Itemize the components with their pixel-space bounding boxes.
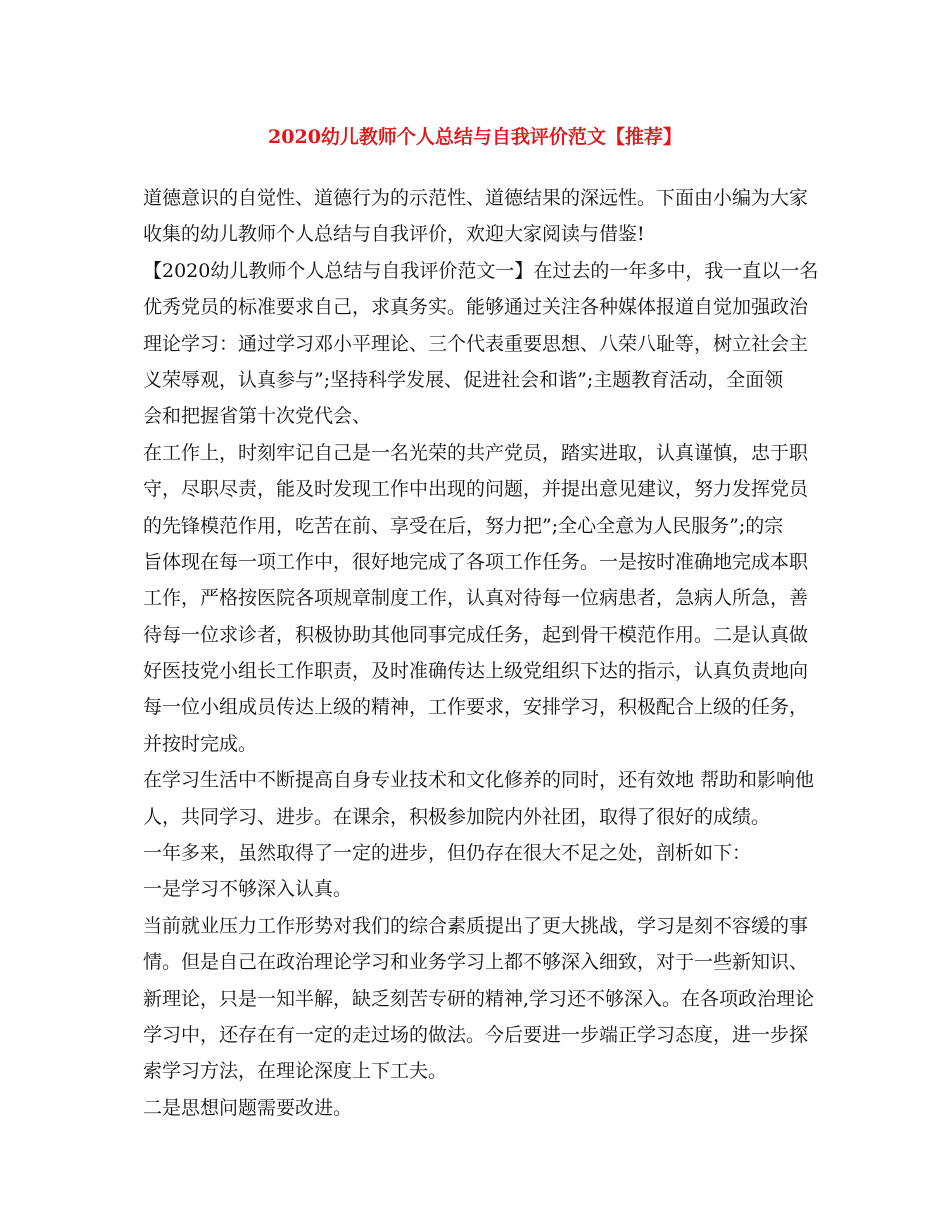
body-line: 新理论，只是一知半解，缺乏刻苦专研的精神,学习还不够深入。在各项政治理论 [143, 987, 815, 1010]
body-line: 在工作上，时刻牢记自己是一名光荣的共产党员，踏实进取，认真谨慎，忠于职 [143, 441, 809, 464]
document-title: 2020幼儿教师个人总结与自我评价范文【推荐】 [268, 126, 682, 148]
body-line: 工作，严格按医院各项规章制度工作，认真对待每一位病患者，急病人所急，善 [143, 587, 809, 610]
body-line: 旨体现在每一项工作中，很好地完成了各项工作任务。一是按时准确地完成本职 [143, 550, 809, 573]
body-line: 收集的幼儿教师个人总结与自我评价，欢迎大家阅读与借鉴! [143, 223, 645, 246]
body-line: 待每一位求诊者，积极协助其他同事完成任务，起到骨干模范作用。二是认真做 [143, 623, 809, 646]
body-line: 二是思想问题需要改进。 [143, 1096, 353, 1119]
body-line: 义荣辱观，认真参与”;坚持科学发展、促进社会和谐”;主题教育活动，全面领 [143, 368, 784, 391]
body-line: 道德意识的自觉性、道德行为的示范性、道德结果的深远性。下面由小编为大家 [143, 187, 809, 209]
body-line: 一是学习不够深入认真。 [143, 878, 353, 901]
document-body [143, 180, 819, 1126]
body-line: 索学习方法，在理论深度上下工夫。 [143, 1060, 448, 1083]
body-line: 会和把握省第十次党代会、 [143, 405, 372, 428]
body-line: 人，共同学习、进步。在课余，积极参加院内外社团，取得了很好的成绩。 [143, 805, 771, 828]
body-line: 并按时完成。 [143, 732, 258, 755]
body-line: 学习中，还存在有一定的走过场的做法。今后要进一步端正学习态度，进一步探 [143, 1023, 809, 1046]
body-line: 情。但是自己在政治理论学习和业务学习上都不够深入细致，对于一些新知识、 [143, 951, 809, 974]
body-line: 优秀党员的标准要求自己，求真务实。能够通过关注各种媒体报道自觉加强政治 [143, 296, 809, 319]
body-line: 一年多来，虽然取得了一定的进步，但仍存在很大不足之处，剖析如下： [143, 842, 752, 865]
body-line: 守，尽职尽责，能及时发现工作中出现的问题，并提出意见建议，努力发挥党员 [143, 478, 809, 501]
body-line: 理论学习：通过学习邓小平理论、三个代表重要思想、八荣八耻等，树立社会主 [143, 332, 809, 355]
body-line: 【2020幼儿教师个人总结与自我评价范文一】在过去的一年多中，我一直以一名 [143, 259, 819, 282]
body-line: 在学习生活中不断提高自身专业技术和文化修养的同时，还有效地 帮助和影响他 [143, 769, 815, 792]
body-line: 的先锋模范作用，吃苦在前、享受在后，努力把”;全心全意为人民服务”;的宗 [143, 514, 784, 537]
body-line: 好医技党小组长工作职责，及时准确传达上级党组织下达的指示，认真负责地向 [143, 660, 809, 683]
body-line: 每一位小组成员传达上级的精神，工作要求，安排学习，积极配合上级的任务， [143, 696, 809, 719]
body-line: 当前就业压力工作形势对我们的综合素质提出了更大挑战，学习是刻不容缓的事 [143, 914, 809, 937]
